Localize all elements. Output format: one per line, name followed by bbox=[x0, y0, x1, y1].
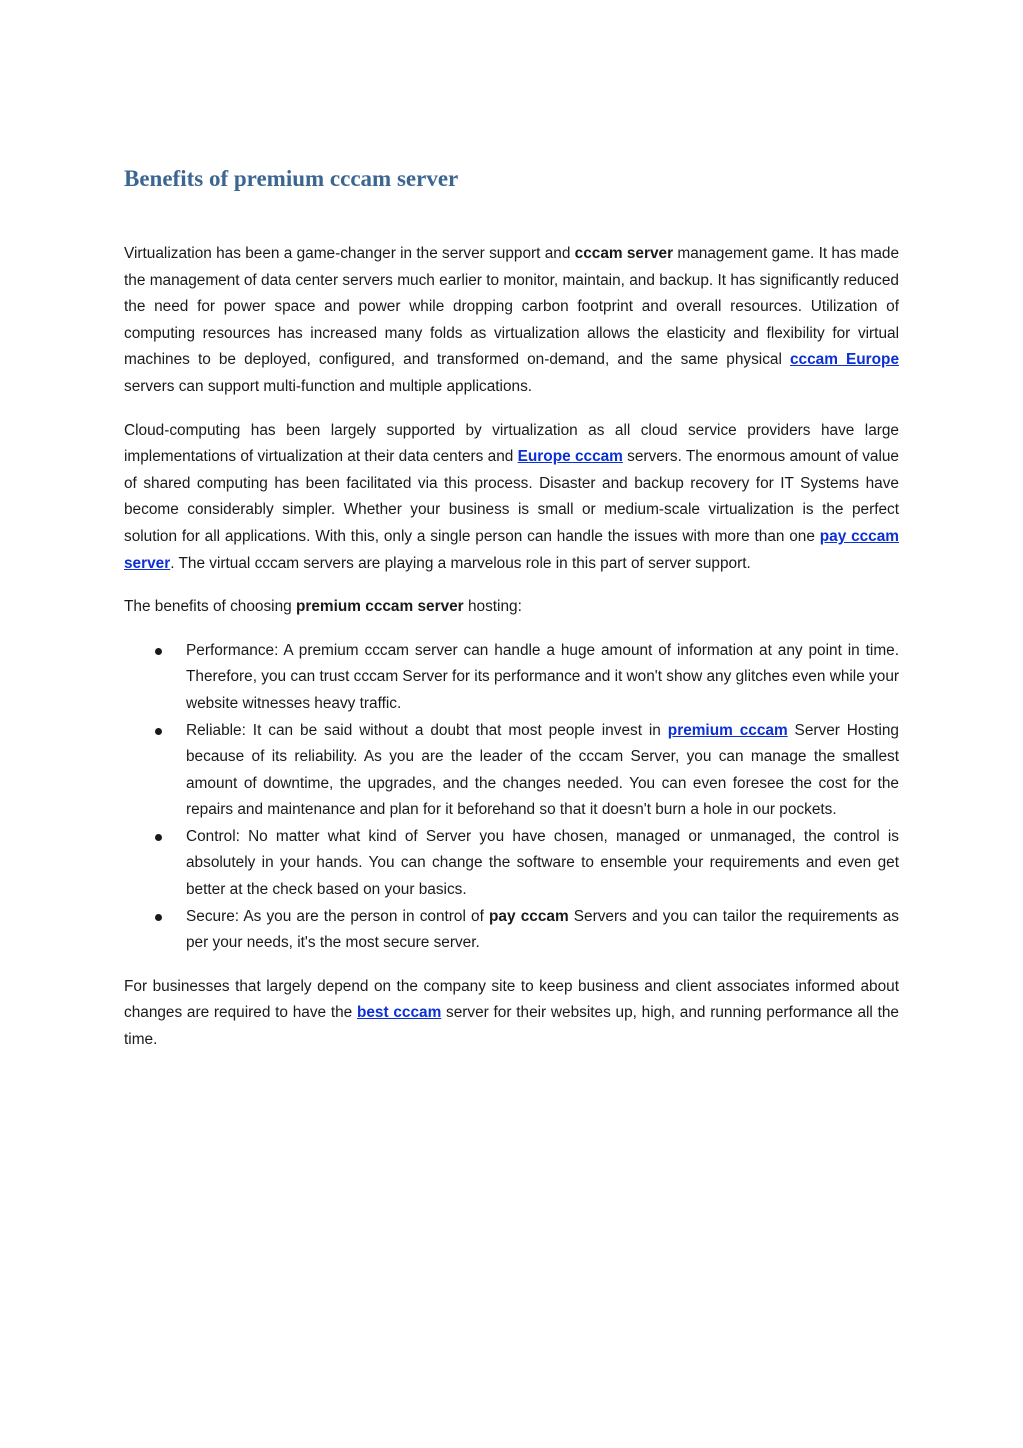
link-best-cccam[interactable]: best cccam bbox=[356, 1004, 442, 1022]
paragraph-text: The benefits of choosing bbox=[124, 598, 296, 616]
paragraph-text: server for their websites up, high, and running performance all the time. bbox=[124, 1004, 899, 1049]
link-pay-cccam-server[interactable]: pay cccam server bbox=[124, 527, 899, 572]
document-body bbox=[124, 241, 899, 1071]
link-premium-cccam[interactable]: premium cccam bbox=[667, 721, 788, 739]
benefits-list bbox=[124, 638, 899, 957]
list-item-text: Performance: A premium cccam server can handle a huge amount of information at any point in time. Therefore, you can trust cccam Server for its performance and it won't show any glitches even while your website witnesses heavy traffic. bbox=[186, 641, 899, 712]
paragraph-text: servers can support multi-function and multiple applications. bbox=[124, 377, 533, 395]
bullet-icon bbox=[155, 914, 162, 921]
list-item-performance bbox=[124, 638, 899, 718]
paragraph-cloud-computing bbox=[124, 418, 899, 578]
document-page bbox=[124, 0, 899, 1448]
link-europe-cccam[interactable]: Europe cccam bbox=[517, 448, 623, 466]
list-item-secure bbox=[124, 904, 899, 957]
list-item-text: Reliable: It can be said without a doubt that most people invest in bbox=[186, 721, 668, 739]
bullet-icon bbox=[155, 834, 162, 841]
list-item-text: Secure: As you are the person in control of bbox=[186, 907, 490, 925]
list-item-control bbox=[124, 824, 899, 904]
paragraph-benefits-intro bbox=[124, 594, 899, 621]
list-item-text: Control: No matter what kind of Server you have chosen, managed or unmanaged, the control is absolutely in your hands. You can change the software to ensemble your requirements and even get better at the check based on your basics. bbox=[186, 827, 899, 899]
paragraph-text: servers. The enormous amount of value of shared computing has been facilitated via this process. Disaster and backup recovery for IT Systems have become considerably simpler. Whether your business is small or medium-scale virtualization is the perfect solution for all applications. With this, only a single person can handle the issues with more than one bbox=[124, 448, 899, 545]
document-title: Benefits of premium cccam server bbox=[124, 166, 459, 191]
list-item-text: Servers and you can tailor the requirements as per your needs, it's the most secure server. bbox=[186, 907, 899, 952]
bullet-icon bbox=[155, 648, 162, 655]
paragraph-text: Virtualization has been a game-changer in the server support and bbox=[124, 245, 575, 262]
list-item-text: Server Hosting because of its reliability. As you are the leader of the cccam Server, you can manage the smallest amount of downtime, the upgrades, and the changes needed. You can even foresee the cost for the repairs and maintenance and plan for it beforehand so that it doesn't burn a hole in our pockets. bbox=[186, 721, 899, 819]
paragraph-text: management game. It has made the management of data center servers much earlier to monitor, maintain, and backup. It has significantly reduced the need for power space and power while dropping carbon footprint and overall resources. Utilization of computing resources has increased many folds as virtualization allows the elasticity and flexibility for virtual machines to be deployed, configured, and transformed on-demand, and the same physical bbox=[124, 245, 899, 369]
paragraph-virtualization bbox=[124, 241, 899, 401]
paragraph-text: hosting: bbox=[463, 598, 522, 616]
paragraph-text: Cloud-computing has been largely supported by virtualization as all cloud service providers have large implementations of virtualization at their data centers and bbox=[124, 421, 899, 466]
bold-term-cccam-server: cccam server bbox=[574, 245, 674, 262]
paragraph-conclusion bbox=[124, 974, 899, 1054]
paragraph-text: . The virtual cccam servers are playing a marvelous role in this part of server support. bbox=[170, 554, 751, 572]
bold-term-premium-cccam-server: premium cccam server bbox=[295, 598, 464, 616]
bullet-icon bbox=[155, 728, 162, 735]
bold-term-pay-cccam: pay cccam bbox=[489, 907, 569, 925]
paragraph-text: For businesses that largely depend on the company site to keep business and client associates informed about changes are required to have the bbox=[124, 977, 899, 1022]
list-item-reliable bbox=[124, 718, 899, 824]
link-cccam-europe[interactable]: cccam Europe bbox=[789, 351, 900, 369]
